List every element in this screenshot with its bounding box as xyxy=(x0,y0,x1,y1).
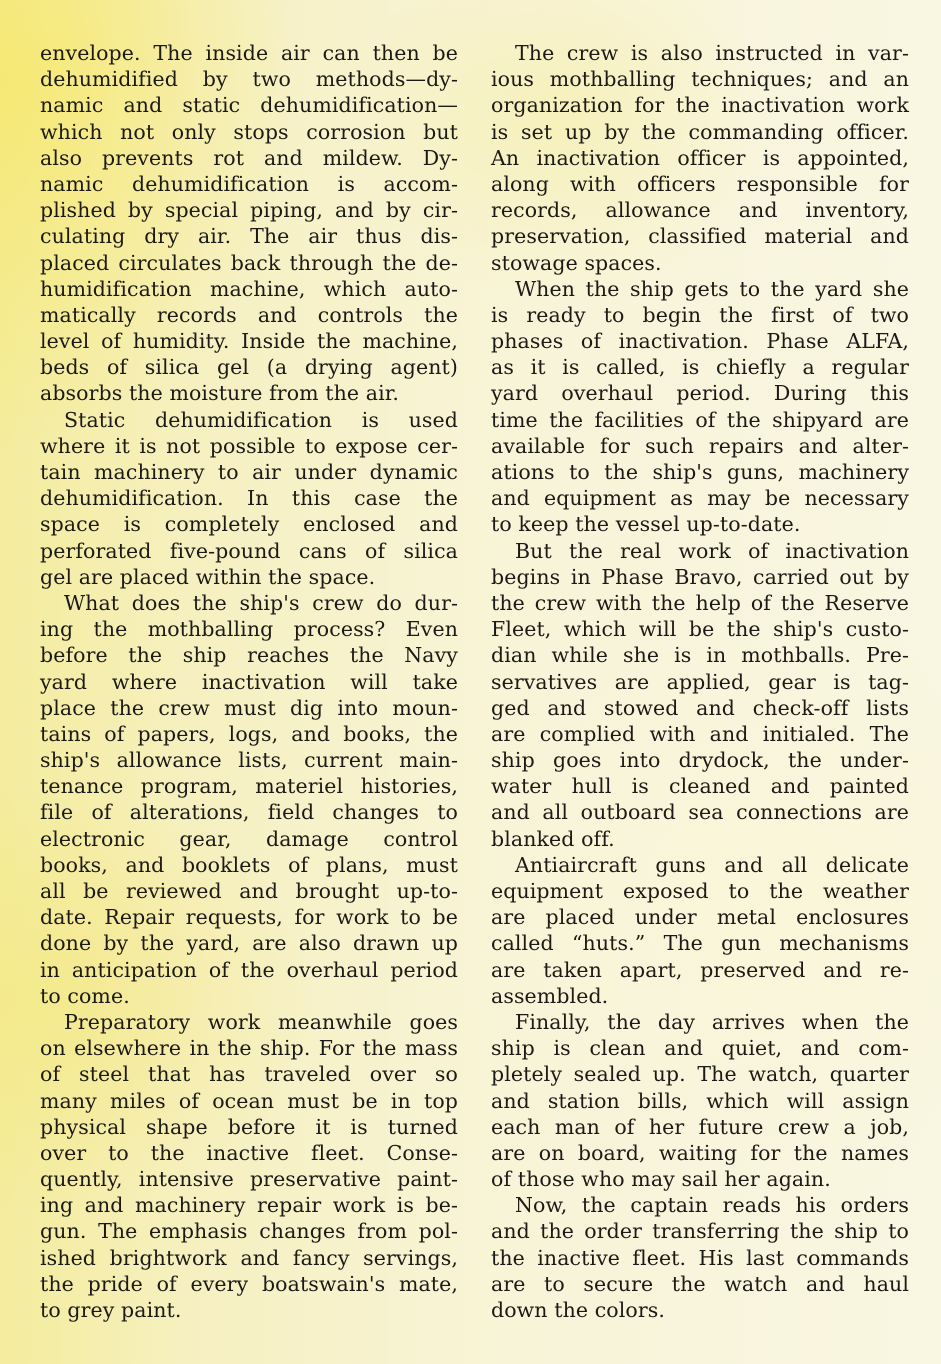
text-line: ged and stowed and check-off lists xyxy=(491,695,909,720)
paragraph xyxy=(491,852,909,1009)
text-line: tains of papers, logs, and books, the xyxy=(40,721,458,746)
text-line: are on board, waiting for the names xyxy=(491,1140,909,1165)
text-line: Preparatory work meanwhile goes xyxy=(64,1009,458,1034)
text-line: all be reviewed and brought up-to- xyxy=(40,879,458,903)
text-line: quently, intensive preservative paint- xyxy=(40,1167,458,1192)
text-line: records, allowance and inventory, xyxy=(491,198,909,223)
text-line: as it is called, is chiefly a regular xyxy=(491,355,909,380)
text-line: humidification machine, which auto- xyxy=(40,276,458,301)
text-line: the pride of every boatswain's mate, xyxy=(40,1271,458,1296)
text-line: culating dry air. The air thus dis- xyxy=(40,224,458,249)
text-line: and the order transferring the ship to xyxy=(491,1219,909,1244)
text-line: absorbs the moisture from the air. xyxy=(40,381,400,406)
text-line: dehumidified by two methods—dy- xyxy=(40,67,458,92)
text-line: ious mothballing techniques; and an xyxy=(491,67,909,92)
text-line: tenance program, materiel histories, xyxy=(40,774,458,799)
text-line: gun. The emphasis changes from pol- xyxy=(40,1219,458,1244)
text-line: books, and booklets of plans, must xyxy=(40,852,458,877)
text-line: namic and static dehumidification— xyxy=(40,93,458,118)
paragraph xyxy=(491,40,909,276)
text-column-left xyxy=(40,40,458,1323)
text-line: Now, the captain reads his orders xyxy=(515,1193,909,1218)
text-line: date. Repair requests, for work to be xyxy=(40,905,458,930)
text-line: ship goes into drydock, the under- xyxy=(491,748,909,773)
text-line: before the ship reaches the Navy xyxy=(40,643,458,668)
text-line: where it is not possible to expose cer- xyxy=(40,433,458,458)
text-line: electronic gear, damage control xyxy=(40,826,458,851)
text-line: are taken apart, preserved and re- xyxy=(491,957,909,982)
text-line: to grey paint. xyxy=(40,1298,182,1322)
text-line: stowage spaces. xyxy=(491,250,662,275)
text-line: and station bills, which will assign xyxy=(491,1088,909,1113)
text-line: to come. xyxy=(40,983,130,1008)
text-line: placed circulates back through the de- xyxy=(40,250,458,275)
text-line: place the crew must dig into moun- xyxy=(40,695,458,720)
text-line: gel are placed within the space. xyxy=(40,564,376,589)
text-line: namic dehumidification is accom- xyxy=(40,171,458,196)
text-line: beds of silica gel (a drying agent) xyxy=(40,355,458,380)
paragraph xyxy=(40,407,458,590)
text-line: on elsewhere in the ship. For the mass xyxy=(40,1036,458,1061)
paragraph xyxy=(40,590,458,1009)
text-line: Static dehumidification is used xyxy=(64,407,458,432)
text-column-right xyxy=(491,40,909,1323)
text-line: equipment exposed to the weather xyxy=(491,879,909,903)
text-line: level of humidity. Inside the machine, xyxy=(40,329,458,354)
text-line: ship is clean and quiet, and com- xyxy=(491,1036,909,1061)
text-line: of steel that has traveled over so xyxy=(40,1062,458,1087)
text-line: envelope. The inside air can then be xyxy=(40,41,458,65)
text-line: But the real work of inactivation xyxy=(515,538,909,563)
text-line: organization for the inactivation work xyxy=(491,93,909,118)
text-line: dian while she is in mothballs. Pre- xyxy=(491,643,909,668)
text-line: which not only stops corrosion but xyxy=(40,119,458,144)
text-line: pletely sealed up. The watch, quarter xyxy=(491,1062,909,1087)
text-line: plished by special piping, and by cir- xyxy=(40,198,458,223)
text-line: ing and machinery repair work is be- xyxy=(40,1193,458,1218)
text-line: preservation, classified material and xyxy=(491,224,909,249)
text-line: ship's allowance lists, current main- xyxy=(40,748,458,773)
text-line: matically records and controls the xyxy=(40,302,458,327)
text-line: begins in Phase Bravo, carried out by xyxy=(491,564,909,589)
text-line: tain machinery to air under dynamic xyxy=(40,460,458,484)
text-line: each man of her future crew a job, xyxy=(491,1114,909,1139)
text-line: also prevents rot and mildew. Dy- xyxy=(40,145,458,170)
text-line: perforated five-pound cans of silica xyxy=(40,538,458,563)
text-line: is set up by the commanding officer. xyxy=(491,119,909,144)
text-line: ing the mothballing process? Even xyxy=(40,617,458,642)
text-line: An inactivation officer is appointed, xyxy=(491,145,909,170)
text-line: What does the ship's crew do dur- xyxy=(64,590,458,615)
paragraph xyxy=(40,40,458,407)
text-line: to keep the vessel up-to-date. xyxy=(491,512,801,537)
paragraph xyxy=(491,1192,909,1323)
text-line: the inactive fleet. His last commands xyxy=(491,1245,909,1270)
text-line: over to the inactive fleet. Conse- xyxy=(40,1140,458,1165)
text-line: the crew with the help of the Reserve xyxy=(491,590,909,615)
text-line: servatives are applied, gear is tag- xyxy=(491,669,909,694)
text-line: Fleet, which will be the ship's custo- xyxy=(491,617,909,642)
text-line: assembled. xyxy=(491,983,609,1008)
text-line: water hull is cleaned and painted xyxy=(491,774,909,799)
text-line: and all outboard sea connections are xyxy=(491,800,909,825)
paragraph xyxy=(491,538,909,852)
text-line: and equipment as may be necessary xyxy=(491,486,909,511)
text-line: space is completely enclosed and xyxy=(40,512,458,537)
text-line: When the ship gets to the yard she xyxy=(515,276,909,301)
text-line: yard overhaul period. During this xyxy=(491,381,909,406)
text-line: is ready to begin the first of two xyxy=(491,302,909,327)
text-line: are to secure the watch and haul xyxy=(491,1271,909,1296)
paragraph xyxy=(491,1009,909,1192)
text-line: The crew is also instructed in var- xyxy=(515,41,909,65)
text-line: are placed under metal enclosures xyxy=(491,905,909,930)
text-line: ished brightwork and fancy servings, xyxy=(40,1245,458,1270)
text-line: many miles of ocean must be in top xyxy=(40,1088,458,1113)
text-line: ations to the ship's guns, machinery xyxy=(491,460,909,484)
text-line: phases of inactivation. Phase ALFA, xyxy=(491,329,909,354)
paragraph xyxy=(491,276,909,538)
text-line: Antiaircraft guns and all delicate xyxy=(515,852,909,877)
text-line: of those who may sail her again. xyxy=(491,1167,831,1192)
text-line: dehumidification. In this case the xyxy=(40,486,458,511)
text-line: file of alterations, field changes to xyxy=(40,800,458,825)
text-line: in anticipation of the overhaul period xyxy=(40,957,458,982)
text-line: are complied with and initialed. The xyxy=(491,721,909,746)
text-line: blanked off. xyxy=(491,826,615,851)
text-line: done by the yard, are also drawn up xyxy=(40,931,458,956)
text-line: down the colors. xyxy=(491,1298,665,1322)
text-line: called “huts.” The gun mechanisms xyxy=(491,931,909,956)
text-line: along with officers responsible for xyxy=(491,171,909,196)
text-line: Finally, the day arrives when the xyxy=(515,1009,909,1034)
text-line: time the facilities of the shipyard are xyxy=(491,407,909,432)
paragraph xyxy=(40,1009,458,1323)
text-line: available for such repairs and alter- xyxy=(491,433,909,458)
text-line: physical shape before it is turned xyxy=(40,1114,458,1139)
text-line: yard where inactivation will take xyxy=(40,669,458,694)
